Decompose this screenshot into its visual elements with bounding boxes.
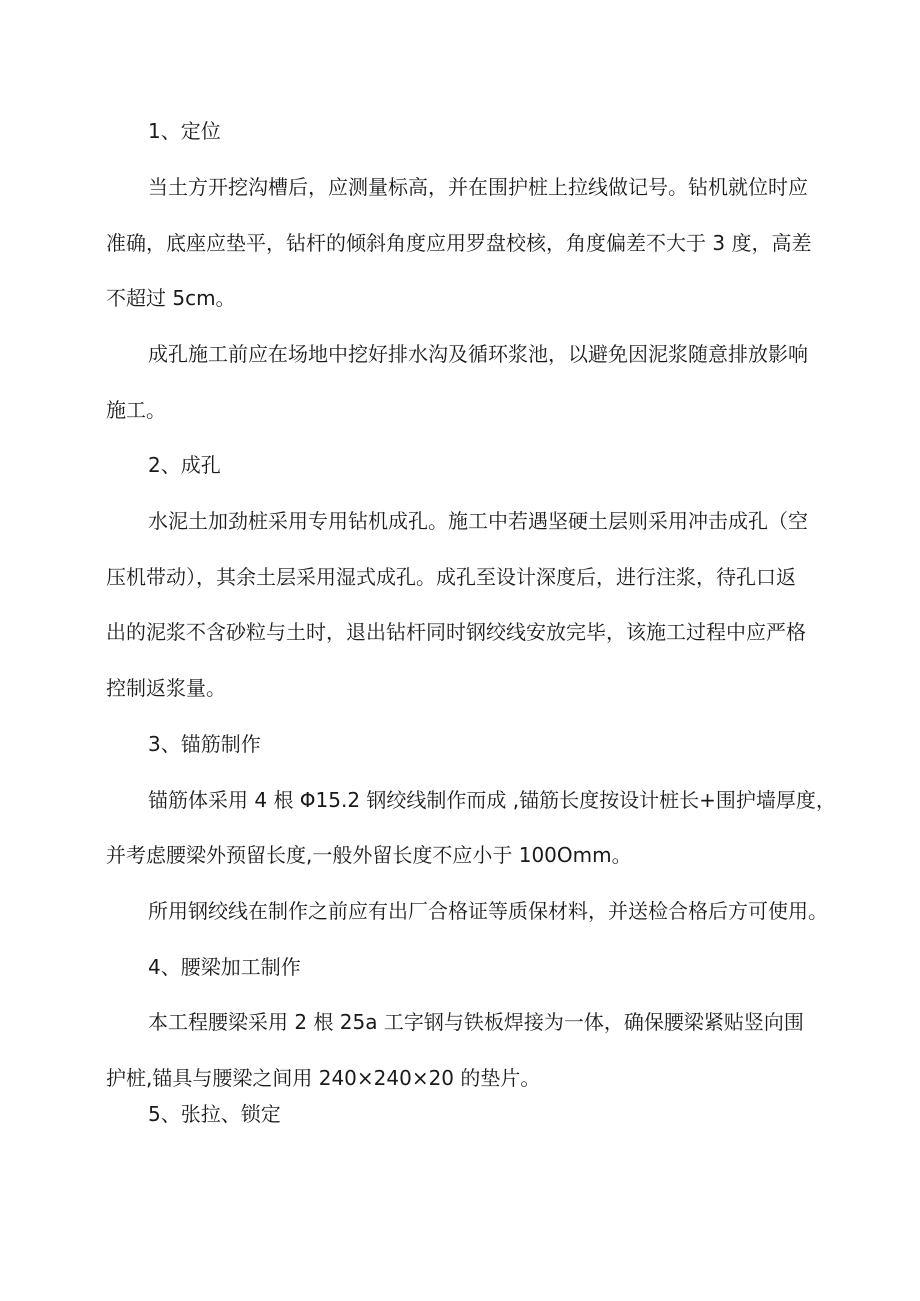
section-heading-2: 2、成孔 (148, 453, 221, 477)
paragraph-line: 压机带动），其余土层采用湿式成孔。成孔至设计深度后，进行注浆，待孔口返 (106, 565, 796, 589)
section-heading-3: 3、锚筋制作 (148, 732, 261, 756)
paragraph-line: 并考虑腰梁外预留长度,一般外留长度不应小于 100Omm。 (106, 843, 632, 867)
paragraph-line: 施工。 (106, 398, 166, 422)
section-heading-4: 4、腰梁加工制作 (148, 955, 301, 979)
paragraph-line: 不超过 5cm。 (106, 286, 236, 310)
paragraph-line: 护桩,锚具与腰梁之间用 240×240×20 的垫片。 (106, 1066, 541, 1090)
section-heading-1: 1、定位 (148, 119, 221, 143)
paragraph-line: 控制返浆量。 (106, 676, 226, 700)
paragraph-line: 成孔施工前应在场地中挖好排水沟及循环浆池，以避免因泥浆随意排放影响 (148, 342, 808, 366)
paragraph-line: 出的泥浆不含砂粒与土时，退出钻杆同时钢绞线安放完毕，该施工过程中应严格 (106, 620, 806, 644)
paragraph-line: 准确，底座应垫平，钻杆的倾斜角度应用罗盘校核，角度偏差不大于 3 度，高差 (106, 231, 812, 255)
paragraph-line: 本工程腰梁采用 2 根 25a 工字钢与铁板焊接为一体，确保腰梁紧贴竖向围 (148, 1010, 804, 1034)
paragraph-line: 锚筋体采用 4 根 Φ15.2 钢绞线制作而成 ,锚筋长度按设计桩长+围护墙厚度， (148, 788, 836, 812)
paragraph-line: 当土方开挖沟槽后，应测量标高，并在围护桩上拉线做记号。钻机就位时应 (148, 175, 808, 199)
paragraph-line: 所用钢绞线在制作之前应有出厂合格证等质保材料，并送检合格后方可使用。 (148, 899, 828, 923)
section-heading-5: 5、张拉、锁定 (148, 1102, 281, 1126)
paragraph-line: 水泥土加劲桩采用专用钻机成孔。施工中若遇坚硬土层则采用冲击成孔（空 (148, 509, 808, 533)
